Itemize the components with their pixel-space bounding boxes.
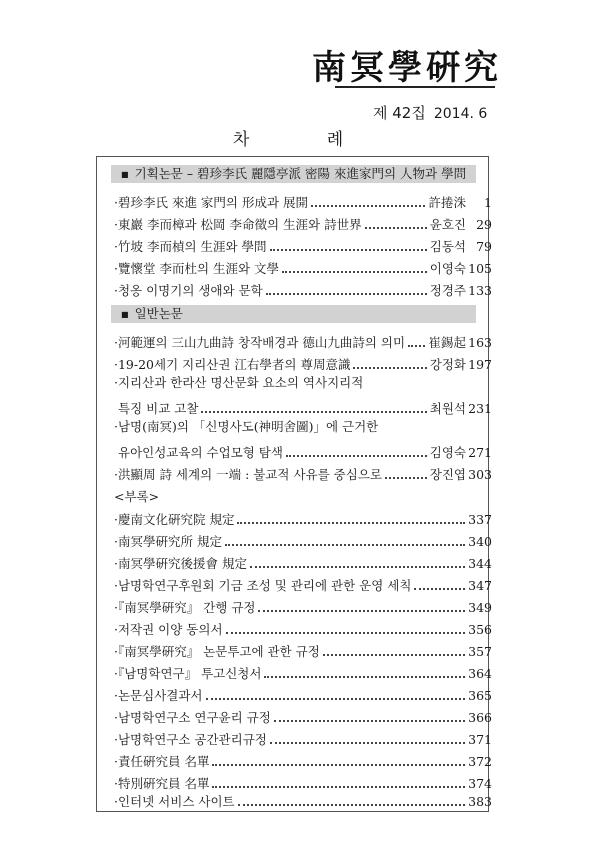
toc-entry[interactable] bbox=[114, 331, 492, 351]
leader-dots bbox=[212, 786, 465, 788]
entry-page: 79 bbox=[476, 239, 492, 254]
entry-page: 349 bbox=[468, 600, 492, 615]
entry-title: ·남명학연구후원회 기금 조성 및 관리에 관한 운영 세칙 bbox=[114, 578, 412, 593]
entry-page: 133 bbox=[468, 283, 492, 298]
entry-page: 231 bbox=[468, 401, 492, 416]
entry-title: ·논문심사결과서 bbox=[114, 688, 203, 703]
entry-page: 371 bbox=[468, 732, 492, 747]
entry-author: 김영숙 bbox=[429, 445, 466, 460]
leader-dots bbox=[201, 411, 426, 413]
leader-dots bbox=[266, 293, 427, 295]
leader-dots bbox=[323, 654, 465, 656]
appendix-entry[interactable] bbox=[114, 706, 492, 726]
leader-dots bbox=[206, 698, 466, 700]
journal-title: 南冥學硏究 bbox=[312, 48, 502, 88]
entry-title-line1: ·지리산과 한라산 명산문화 요소의 역사지리적 bbox=[114, 375, 364, 390]
square-bullet-icon: ■ bbox=[121, 310, 129, 319]
leader-dots bbox=[408, 345, 425, 347]
entry-title-line1: ·남명(南冥)의 「신명사도(神明舍圖)」에 근거한 bbox=[114, 419, 379, 434]
toc-entry[interactable] bbox=[118, 441, 492, 461]
entry-title: ·覽懷堂 李而杜의 生涯와 文學 bbox=[114, 261, 280, 276]
entry-page: 356 bbox=[468, 622, 492, 637]
entry-page: 105 bbox=[468, 261, 492, 276]
entry-title: ·河範運의 三山九曲詩 창작배경과 德山九曲詩의 의미 bbox=[114, 335, 406, 350]
toc-entry[interactable] bbox=[114, 353, 492, 373]
entry-title: ·南冥學硏究後援會 規定 bbox=[114, 556, 247, 571]
toc-entry[interactable] bbox=[114, 257, 492, 277]
leader-dots bbox=[270, 249, 427, 251]
leader-dots bbox=[258, 610, 465, 612]
appendix-entry[interactable] bbox=[114, 640, 492, 660]
appendix-entry[interactable] bbox=[114, 618, 492, 638]
title-rule bbox=[335, 86, 495, 88]
entry-page: 383 bbox=[468, 794, 492, 809]
leader-dots bbox=[226, 632, 465, 634]
entry-page: 163 bbox=[468, 335, 492, 350]
entry-title: ·竹坡 李而楨의 生涯와 學問 bbox=[114, 239, 267, 254]
leader-dots bbox=[225, 544, 465, 546]
toc-entry[interactable] bbox=[114, 213, 492, 233]
entry-title: ·청옹 이명기의 생애와 문학 bbox=[114, 283, 263, 298]
entry-title: ·東巖 李而樟과 松岡 李命徵의 生涯와 詩世界 bbox=[114, 217, 362, 232]
entry-page: 303 bbox=[468, 467, 492, 482]
entry-title: ·洪顯周 詩 세계의 一端 : 불교적 사유를 중심으로 bbox=[114, 467, 382, 482]
leader-dots bbox=[238, 804, 465, 806]
appendix-entry[interactable] bbox=[114, 790, 492, 810]
entry-page: 374 bbox=[468, 776, 492, 791]
appendix-label: <부록> bbox=[114, 489, 160, 504]
toc-heading: 차 례 bbox=[232, 130, 380, 150]
appendix-entry[interactable] bbox=[114, 684, 492, 704]
entry-title: ·남명학연구소 공간관리규정 bbox=[114, 732, 267, 747]
leader-dots bbox=[414, 588, 465, 590]
entry-page: 340 bbox=[468, 534, 492, 549]
entry-page: 1 bbox=[484, 195, 492, 210]
appendix-entry[interactable] bbox=[114, 750, 492, 770]
entry-title: ·『남명학연구』 투고신청서 bbox=[114, 666, 262, 681]
entry-title: ·責任硏究員 名單 bbox=[114, 754, 210, 769]
entry-page: 347 bbox=[468, 578, 492, 593]
section-header-special bbox=[111, 165, 476, 183]
appendix-entry[interactable] bbox=[114, 728, 492, 748]
entry-title: ·19-20세기 지리산권 江右學者의 尊周意識 bbox=[114, 357, 351, 372]
entry-title: ·인터넷 서비스 사이트 bbox=[114, 794, 235, 809]
entry-page: 271 bbox=[468, 445, 492, 460]
toc-entry[interactable] bbox=[114, 463, 492, 483]
appendix-entry[interactable] bbox=[114, 530, 492, 550]
entry-page: 337 bbox=[468, 512, 492, 527]
section-header-general bbox=[111, 305, 476, 323]
entry-page: 29 bbox=[476, 217, 492, 232]
toc-entry[interactable] bbox=[118, 397, 492, 417]
entry-page: 197 bbox=[468, 357, 492, 372]
leader-dots bbox=[250, 566, 465, 568]
leader-dots bbox=[311, 205, 425, 207]
entry-title: ·慶南文化硏究院 規定 bbox=[114, 512, 235, 527]
leader-dots bbox=[270, 742, 465, 744]
entry-title: 유아인성교육의 수업모형 탐색 bbox=[118, 445, 283, 460]
entry-title: 특징 비교 고찰 bbox=[118, 401, 199, 416]
leader-dots bbox=[212, 764, 465, 766]
entry-author: 정경주 bbox=[429, 283, 466, 298]
appendix-entry[interactable] bbox=[114, 662, 492, 682]
entry-author: 최원석 bbox=[429, 401, 466, 416]
entry-title: ·『南冥學硏究』 간행 규정 bbox=[114, 600, 256, 615]
entry-page: 364 bbox=[468, 666, 492, 681]
leader-dots bbox=[282, 271, 427, 273]
leader-dots bbox=[385, 477, 427, 479]
leader-dots bbox=[274, 720, 465, 722]
entry-title: ·저작권 이양 동의서 bbox=[114, 622, 223, 637]
entry-title: ·南冥學硏究所 規定 bbox=[114, 534, 222, 549]
issue-date: 2014. 6 bbox=[433, 106, 488, 122]
entry-page: 344 bbox=[468, 556, 492, 571]
toc-entry[interactable] bbox=[114, 191, 492, 211]
leader-dots bbox=[237, 522, 465, 524]
entry-author: 강정화 bbox=[429, 357, 466, 372]
appendix-entry[interactable] bbox=[114, 772, 492, 792]
square-bullet-icon: ■ bbox=[121, 170, 129, 179]
appendix-entry[interactable] bbox=[114, 574, 492, 594]
entry-author: 崔錫起 bbox=[428, 335, 466, 350]
section-header-label: 기획논문 – 碧珍李氏 麗隱亭派 密陽 來進家門의 人物과 學問 bbox=[134, 166, 467, 181]
entry-title: ·남명학연구소 연구윤리 규정 bbox=[114, 710, 271, 725]
entry-title: ·『南冥學硏究』 논문투고에 관한 규정 bbox=[114, 644, 320, 659]
section-header-label: 일반논문 bbox=[134, 306, 183, 321]
toc-entry[interactable] bbox=[114, 235, 492, 255]
entry-title: ·特別硏究員 名單 bbox=[114, 776, 210, 791]
entry-author: 許捲洙 bbox=[428, 195, 466, 210]
entry-page: 372 bbox=[468, 754, 492, 769]
entry-author: 장진엽 bbox=[429, 467, 466, 482]
appendix-entry[interactable] bbox=[114, 508, 492, 528]
appendix-entry[interactable] bbox=[114, 596, 492, 616]
toc-entry[interactable] bbox=[114, 279, 492, 299]
entry-title: ·碧珍李氏 來進 家門의 形成과 展開 bbox=[114, 195, 309, 210]
leader-dots bbox=[286, 455, 427, 457]
entry-author: 김동석 bbox=[429, 239, 466, 254]
appendix-entry[interactable] bbox=[114, 552, 492, 572]
issue-number: 제 42집 bbox=[373, 104, 426, 122]
entry-page: 366 bbox=[468, 710, 492, 725]
entry-author: 이영숙 bbox=[429, 261, 466, 276]
leader-dots bbox=[365, 227, 427, 229]
leader-dots bbox=[353, 367, 426, 369]
issue-line bbox=[373, 102, 487, 123]
entry-page: 365 bbox=[468, 688, 492, 703]
entry-author: 윤호진 bbox=[429, 217, 466, 232]
leader-dots bbox=[264, 676, 465, 678]
entry-page: 357 bbox=[468, 644, 492, 659]
